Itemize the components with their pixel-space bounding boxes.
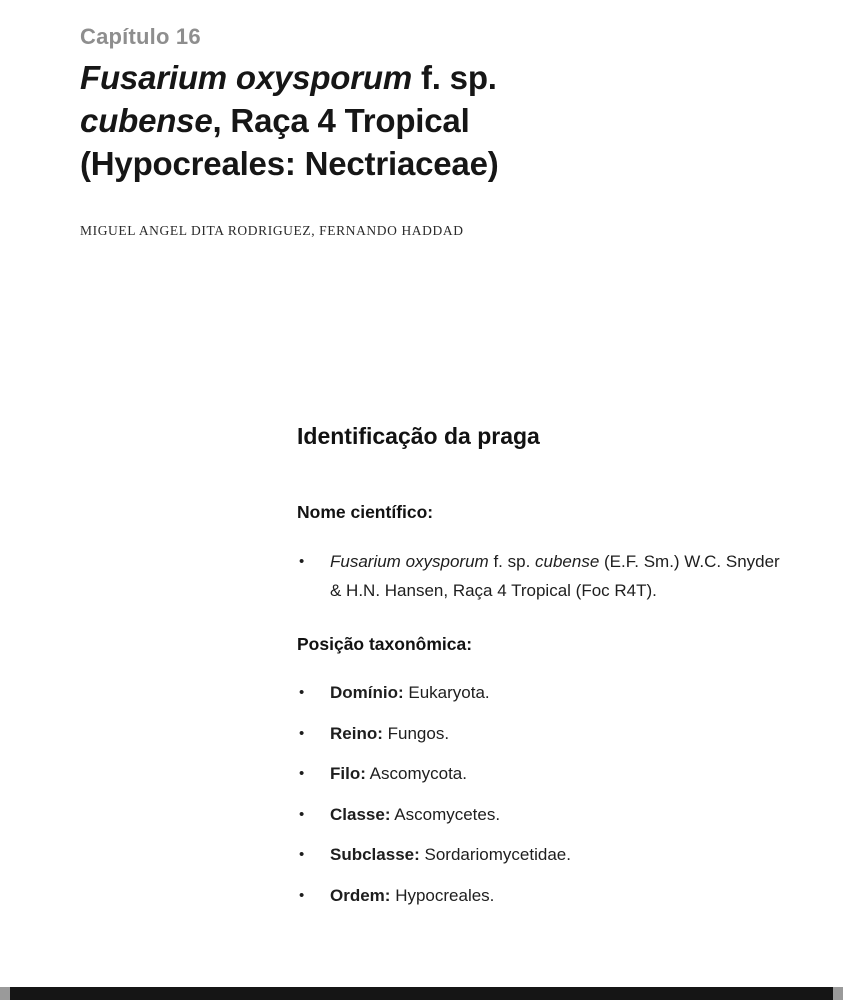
list-item <box>299 881 791 910</box>
list-item <box>299 840 791 869</box>
scientific-name-label: Nome científico: <box>297 502 434 522</box>
bullet-marker: • <box>299 765 305 782</box>
taxon-rank-label: Domínio: <box>330 683 404 702</box>
chapter-title <box>80 56 580 185</box>
scientific-name-item <box>299 547 791 605</box>
latin-name-2: cubense <box>535 552 600 571</box>
list-item <box>299 800 791 829</box>
latin-name-1: Fusarium oxysporum <box>330 552 489 571</box>
chapter-label: Capítulo 16 <box>80 24 201 49</box>
taxon-value: Ascomycetes. <box>390 804 501 824</box>
title-latin-name-2: cubense <box>80 102 213 139</box>
taxonomy-list <box>299 678 791 921</box>
taxon-value: Ascomycota. <box>365 764 467 783</box>
bullet-marker: • <box>299 846 305 863</box>
taxon-value: Fungos. <box>382 723 450 743</box>
taxonomy-label: Posição taxonômica: <box>297 634 473 654</box>
bullet-marker: • <box>299 805 305 823</box>
page-bottom-edge <box>0 987 843 1000</box>
bullet-marker: • <box>299 724 305 742</box>
taxon-rank-label: Filo: <box>330 764 366 783</box>
name-rest: (E.F. Sm.) W.C. Snyder & H.N. Hansen, Raça 4 Tropical (Foc R4T). <box>330 552 780 600</box>
title-connector: f. sp. <box>411 59 497 96</box>
bullet-marker: • <box>299 886 305 904</box>
taxon-rank-label: Classe: <box>330 804 391 824</box>
taxon-value: Eukaryota. <box>403 683 490 702</box>
scientific-name-text <box>330 547 791 605</box>
list-item <box>299 719 791 748</box>
bullet-marker: • <box>299 684 305 701</box>
taxon-rank-label: Subclasse: <box>330 845 420 864</box>
authors-line: MIGUEL ANGEL DITA RODRIGUEZ, FERNANDO HADDAD <box>80 223 464 238</box>
section-heading: Identificação da praga <box>297 423 540 449</box>
taxon-rank-label: Reino: <box>330 723 383 743</box>
list-item <box>299 759 791 788</box>
taxon-value: Sordariomycetidae. <box>419 845 571 864</box>
bullet-marker: • <box>299 553 305 570</box>
name-connector: f. sp. <box>488 552 536 571</box>
taxon-value: Hypocreales. <box>390 885 495 905</box>
taxon-rank-label: Ordem: <box>330 885 391 905</box>
title-latin-name-1: Fusarium oxysporum <box>80 59 412 96</box>
title-rest: , Raça 4 Tropical (Hypocreales: Nectriaceae) <box>80 102 499 182</box>
list-item <box>299 678 791 707</box>
